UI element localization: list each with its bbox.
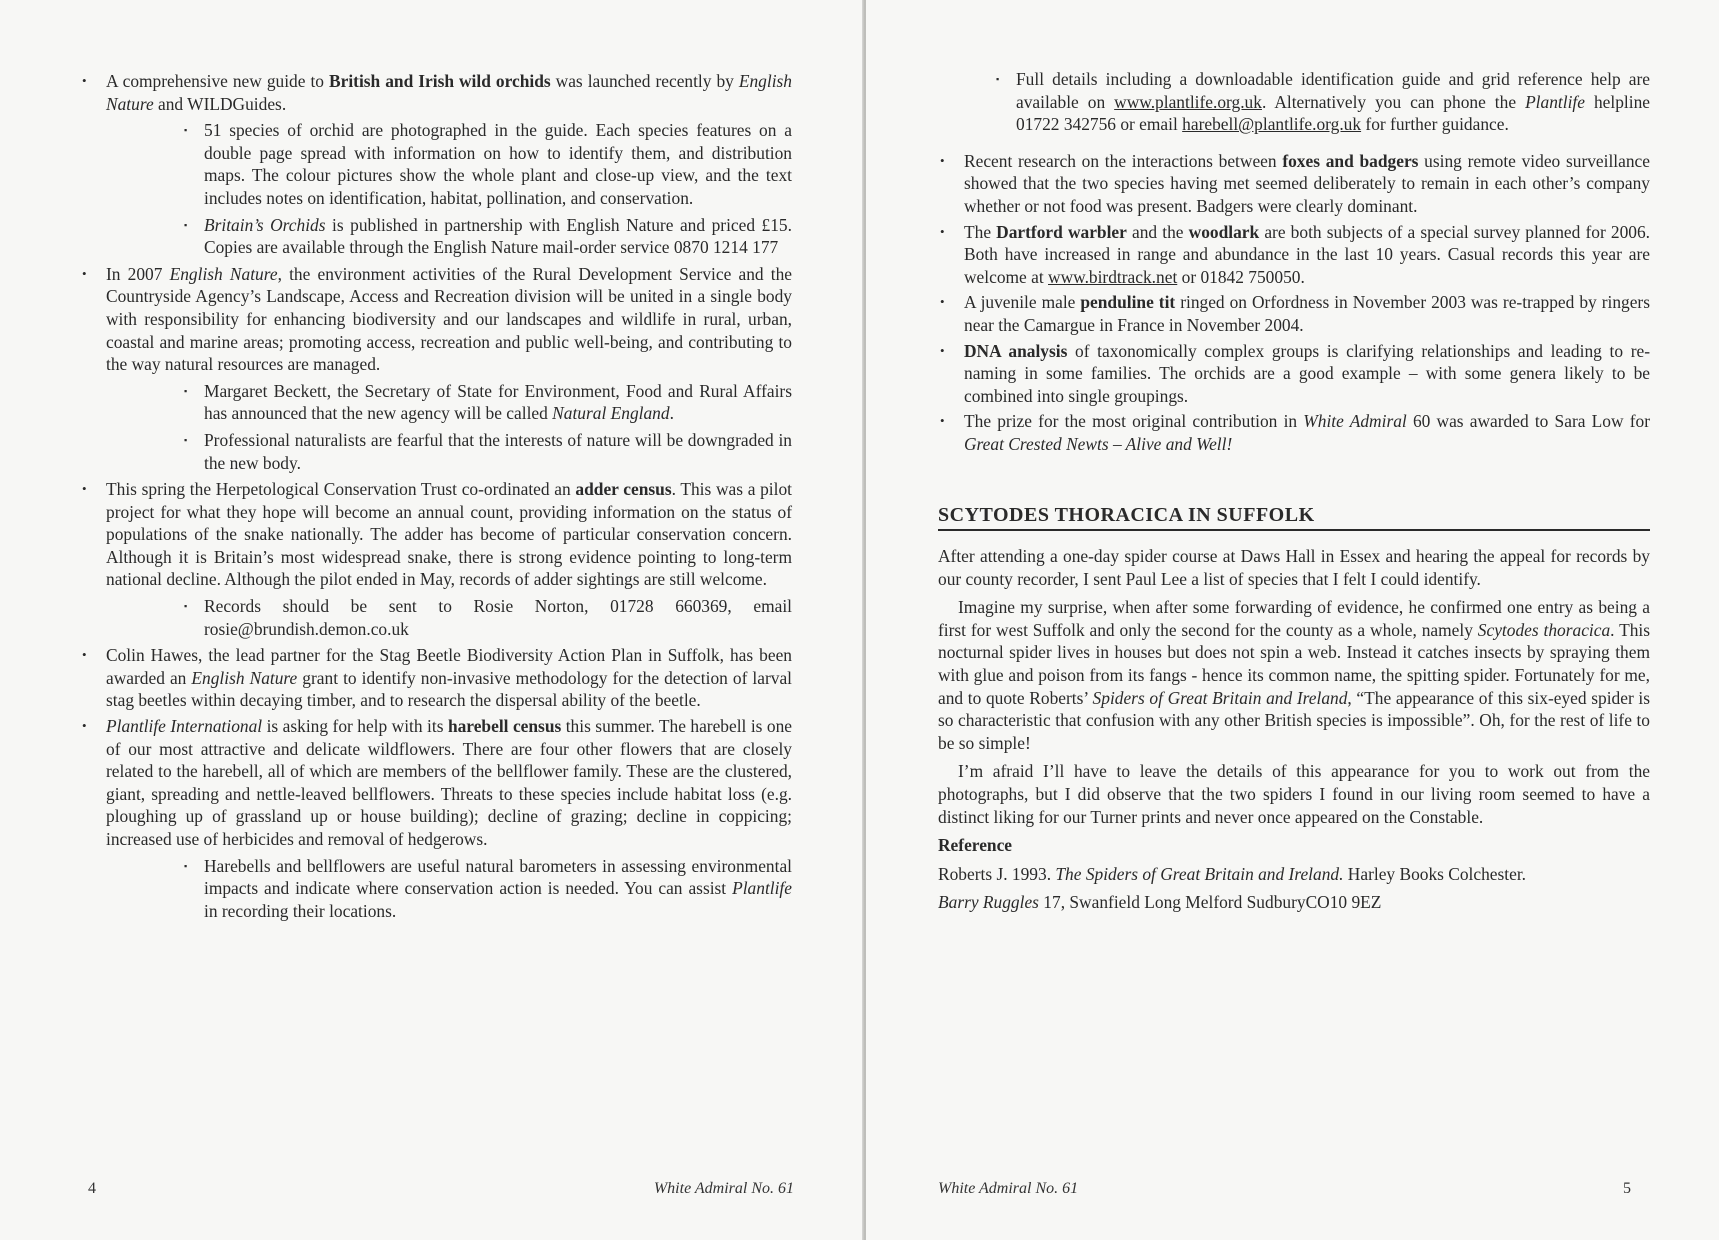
list-item: • Recent research on the interactions between foxes and badgers using remote video surveillance showed that the two species having met seemed deliberately to remain in each other’s company whether or not food was present. Badgers were clearly dominant. <box>938 150 1650 218</box>
spider-article <box>938 504 1650 915</box>
article-paragraph: After attending a one-day spider course at Daws Hall in Essex and hearing the appeal for records by our county recorder, I sent Paul Lee a list of species that I felt I could identify. <box>938 546 1650 589</box>
list-item: • Colin Hawes, the lead partner for the Stag Beetle Biodiversity Action Plan in Suffolk, has been awarded an English Nature grant to identify non-invasive methodology for the detection of larval stag beetles within decaying timber, and to research the dispersal ability of the beetle. <box>80 644 792 712</box>
continued-sub-list <box>938 68 1650 136</box>
list-item: • DNA analysis of taxonomically complex groups is clarifying relationships and leading to re-naming in some families. The orchids are a good example – with some genera likely to be combined into single groupings. <box>938 340 1650 408</box>
publication-footer: White Admiral No. 61 <box>938 1180 1079 1197</box>
list-item: • Plantlife International is asking for help with its harebell census this summer. The harebell is one of our most attractive and delicate wildflowers. There are four other flowers that are closely related to the harebell, all of which are members of the bellflower family. These are the clustered, giant, spreading and nettle-leaved bellflowers. Threats to these species include habitat loss (e.g. ploughing up of grassland up or house building); decline of grazing; decline in coppicing; increased use of herbicides and removal of hedgerows. ▪ Harebells and bellflowers are useful natural barometers in assessing environmental impacts and indicate where conservation action is needed. You can assist Plantlife in recording their locations. <box>80 715 792 922</box>
harebell-census-bold: harebell census <box>447 716 562 737</box>
author-line: Barry Ruggles 17, Swanfield Long Melford SudburyCO10 9EZ <box>938 892 1382 913</box>
sub-list-item: ▪ 51 species of orchid are photographed in the guide. Each species features on a double page spread with information on how to identify them, and distribution maps. The colour pictures show the whole plant and close-up view, and the text includes notes on identification, habitat, pollination, and conservation. <box>152 119 792 209</box>
list-item: • This spring the Herpetological Conservation Trust co-ordinated an adder census. This was a pilot project for what they hope will become an annual count, providing information on the status of populations of the snake nationally. The adder has become of particular conservation concern. Although it is Britain’s most widespread snake, there is strong evidence pointing to long-term national decline. Although the pilot ended in May, records of adder sightings are still welcome. ▪ Records should be sent to Rosie Norton, 01728 660369, email rosie@brundish.demon.co.uk <box>80 478 792 640</box>
orchid-guide-bold: British and Irish wild orchids <box>329 71 551 91</box>
sub-list-item: ▪ Professional naturalists are fearful that the interests of nature will be downgraded in the new body. <box>152 429 792 474</box>
reference-text: Roberts J. 1993. The Spiders of Great Britain and Ireland. Harley Books Colchester. <box>938 863 1527 884</box>
right-page-content <box>938 68 1650 920</box>
list-item: • The prize for the most original contribution in White Admiral 60 was awarded to Sara Low for Great Crested Newts – Alive and Well! <box>938 410 1650 455</box>
sub-list-item: ▪ Full details including a downloadable identification guide and grid reference help are available on www.plantlife.org.uk. Alternatively you can phone the Plantlife helpline 01722 342756 or email harebell@plantlife.org.uk for further guidance. <box>964 68 1650 136</box>
sub-list <box>106 595 792 640</box>
reference-heading: Reference <box>938 835 1013 856</box>
sub-list-item: ▪ Harebells and bellflowers are useful natural barometers in assessing environmental impacts and indicate where conservation action is needed. You can assist Plantlife in recording their locations. <box>152 855 792 923</box>
birdtrack-website-link[interactable]: www.birdtrack.net <box>1048 266 1178 287</box>
right-page <box>866 0 1719 1240</box>
left-bullet-list <box>80 70 792 922</box>
harebell-email-link[interactable]: harebell@plantlife.org.uk <box>1182 114 1362 135</box>
article-title: SCYTODES THORACICA IN SUFFOLK <box>938 504 1650 532</box>
adder-census-bold: adder census <box>575 479 672 500</box>
sub-list <box>106 119 792 259</box>
sub-list <box>106 380 792 474</box>
list-item: • A comprehensive new guide to British and Irish wild orchids was launched recently by English Nature and WILDGuides. ▪ 51 species of orchid are photographed in the guide. Each species features on a double page spread with information on how to identify them, and distribution maps. The colour pictures show the whole plant and close-up view, and the text includes notes on identification, habitat, pollination, and conservation. ▪ Britain’s Orchids is published in partnership with English Nature and priced £15. Copies are available through the English Nature mail-order service 0870 1214 177 <box>80 70 792 259</box>
article-paragraph: I’m afraid I’ll have to leave the details of this appearance for you to work out from the photographs, but I did observe that the two spiders I found in our living room seemed to have a distinct liking for our Turner prints and never once appeared on the Constable. <box>938 761 1650 827</box>
sub-list-item: ▪ Records should be sent to Rosie Norton, 01728 660369, email rosie@brundish.demon.co.uk <box>152 595 792 640</box>
right-bullet-list <box>938 150 1650 456</box>
list-item: • A juvenile male penduline tit ringed on Orfordness in November 2003 was re-trapped by ringers near the Camargue in France in November 2004. <box>938 291 1650 336</box>
sub-list-item: ▪ Margaret Beckett, the Secretary of State for Environment, Food and Rural Affairs has announced that the new agency will be called Natural England. <box>152 380 792 425</box>
publication-footer: White Admiral No. 61 <box>653 1180 794 1197</box>
sub-list <box>106 855 792 923</box>
article-paragraph: Imagine my surprise, when after some forwarding of evidence, he confirmed one entry as being a first for west Suffolk and only the second for the county as a whole, namely Scytodes thoracica. This nocturnal spider lives in houses but does not spin a web. Instead it catches insects by spraying them with glue and poison from its fangs - hence its common name, the spitting spider. Fortunately for me, and to quote Roberts’ Spiders of Great Britain and Ireland, “The appearance of this six-eyed spider is so characteristic that confusion with any other British species is impossible”. Oh, for the rest of life to be so simple! <box>938 597 1651 753</box>
sub-list-item: ▪ Britain’s Orchids is published in partnership with English Nature and priced £15. Copies are available through the English Nature mail-order service 0870 1214 177 <box>152 214 792 259</box>
plantlife-website-link[interactable]: www.plantlife.org.uk <box>1114 91 1262 112</box>
list-item: • The Dartford warbler and the woodlark are both subjects of a special survey planned for 2006. Both have increased in range and abundance in the last 10 years. Casual records this year are welcome at www.birdtrack.net or 01842 750050. <box>938 221 1650 289</box>
list-item: • In 2007 English Nature, the environment activities of the Rural Development Service and the Countryside Agency’s Landscape, Access and Recreation division will be united in a single body with responsibility for enhancing biodiversity and our landscapes and wildlife in rural, urban, coastal and marine areas; promoting access, recreation and public well-being, and contributing to the way natural resources are managed. ▪ Margaret Beckett, the Secretary of State for Environment, Food and Rural Affairs has announced that the new agency will be called Natural England. ▪ Professional naturalists are fearful that the interests of nature will be downgraded in the new body. <box>80 263 792 474</box>
page-number: 4 <box>88 1180 96 1197</box>
left-page-content <box>80 70 792 926</box>
page-number: 5 <box>1623 1180 1631 1197</box>
author-name: Barry Ruggles <box>938 892 1039 913</box>
